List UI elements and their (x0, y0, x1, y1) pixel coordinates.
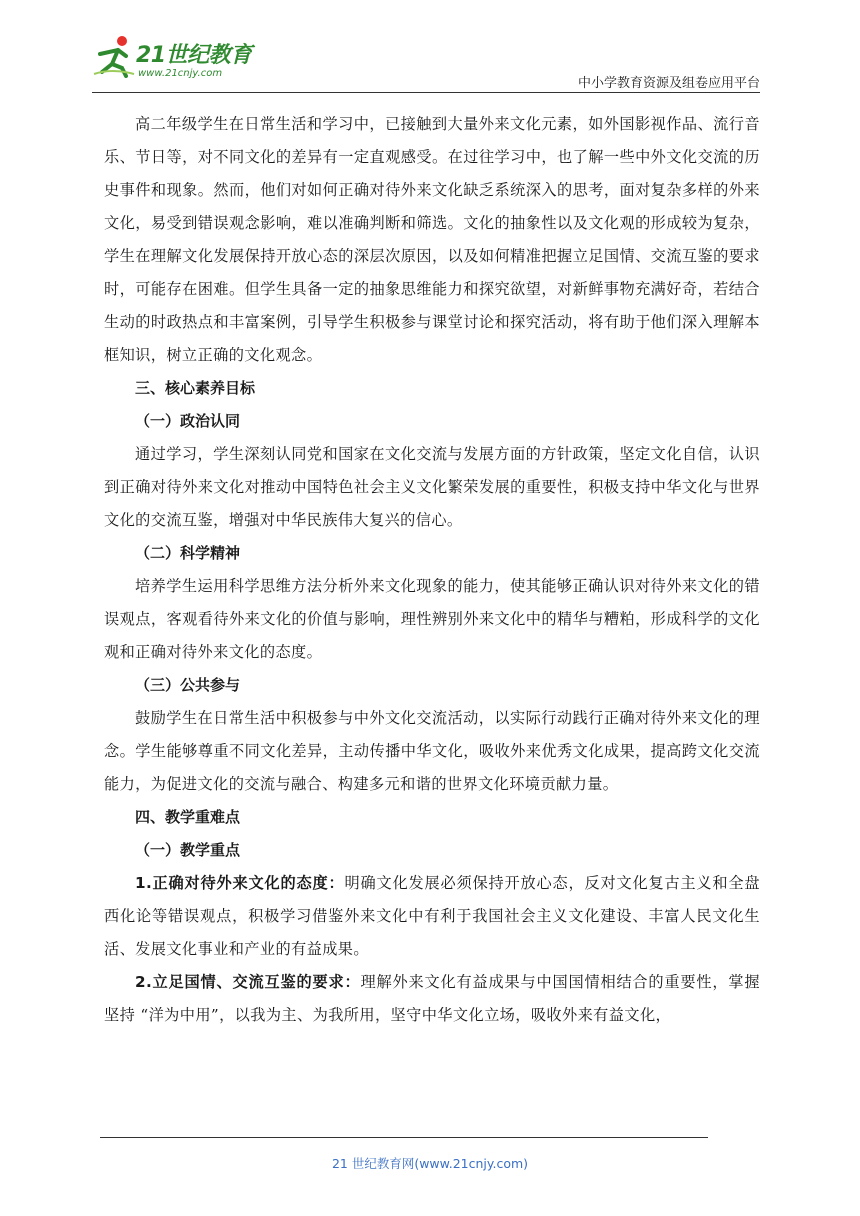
header-divider (92, 92, 760, 93)
site-logo[interactable] (92, 34, 262, 82)
paragraph-focus-2 (104, 966, 760, 1032)
focus-1-lead: 1.正确对待外来文化的态度： (135, 874, 345, 892)
document-body (104, 108, 760, 1032)
runner-logo-icon (92, 34, 136, 78)
paragraph-political-identity: 通过学习，学生深刻认同党和国家在文化交流与发展方面的方针政策，坚定文化自信，认识到正确对待外来文化对推动中国特色社会主义文化繁荣发展的重要性，积极支持中华文化与世界文化的交流互鉴，增强对中华民族伟大复兴的信心。 (104, 445, 760, 529)
paragraph-scientific-spirit: 培养学生运用科学思维方法分析外来文化现象的能力，使其能够正确认识对待外来文化的错误观点，客观看待外来文化的价值与影响，理性辨别外来文化中的精华与糟粕，形成科学的文化观和正确对待外来文化的态度。 (104, 577, 760, 661)
section-heading-key-difficulties: 四、教学重难点 (135, 808, 241, 826)
footer-link[interactable]: 21 世纪教育网(www.21cnjy.com) (331, 1156, 529, 1171)
focus-2-lead: 2.立足国情、交流互鉴的要求： (135, 973, 361, 991)
page-header (92, 30, 760, 94)
subheading-scientific-spirit: （二）科学精神 (135, 544, 241, 562)
paragraph-public-participation: 鼓励学生在日常生活中积极参与中外文化交流活动，以实际行动践行正确对待外来文化的理念。学生能够尊重不同文化差异，主动传播中华文化，吸收外来优秀文化成果，提高跨文化交流能力，为促进文化的交流与融合、构建多元和谐的世界文化环境贡献力量。 (104, 709, 760, 793)
subheading-political-identity: （一）政治认同 (135, 412, 241, 430)
paragraph-student-analysis: 高二年级学生在日常生活和学习中，已接触到大量外来文化元素，如外国影视作品、流行音乐、节日等，对不同文化的差异有一定直观感受。在过往学习中，也了解一些中外文化交流的历史事件和现象。然而，他们对如何正确对待外来文化缺乏系统深入的思考，面对复杂多样的外来文化，易受到错误观念影响，难以准确判断和筛选。文化的抽象性以及文化观的形成较为复杂，学生在理解文化发展保持开放心态的深层次原因，以及如何精准把握立足国情、交流互鉴的要求时，可能存在困难。但学生具备一定的抽象思维能力和探究欲望，对新鲜事物充满好奇，若结合生动的时政热点和丰富案例，引导学生积极参与课堂讨论和探究活动，将有助于他们深入理解本框知识，树立正确的文化观念。 (104, 115, 760, 364)
subheading-teaching-focus: （一）教学重点 (135, 841, 241, 859)
logo-url: www.21cnjy.com (138, 68, 223, 79)
paragraph-focus-1 (104, 867, 760, 966)
focus-2-text: 理解外来文化有益成果与中国国情相结合的重要性，掌握坚持 “洋为中用”，以我为主、为我所用，坚守中华文化立场，吸收外来有益文化， (104, 973, 760, 1024)
footer-divider (100, 1137, 708, 1138)
section-heading-core-literacy: 三、核心素养目标 (135, 379, 256, 397)
platform-name: 中小学教育资源及组卷应用平台 (577, 76, 760, 91)
logo-text: 21世纪教育 (136, 43, 252, 68)
subheading-public-participation: （三）公共参与 (135, 676, 241, 694)
focus-1-text: 明确文化发展必须保持开放心态，反对文化复古主义和全盘西化论等错误观点，积极学习借鉴外来文化中有利于我国社会主义文化建设、丰富人民文化生活、发展文化事业和产业的有益成果。 (104, 874, 761, 958)
